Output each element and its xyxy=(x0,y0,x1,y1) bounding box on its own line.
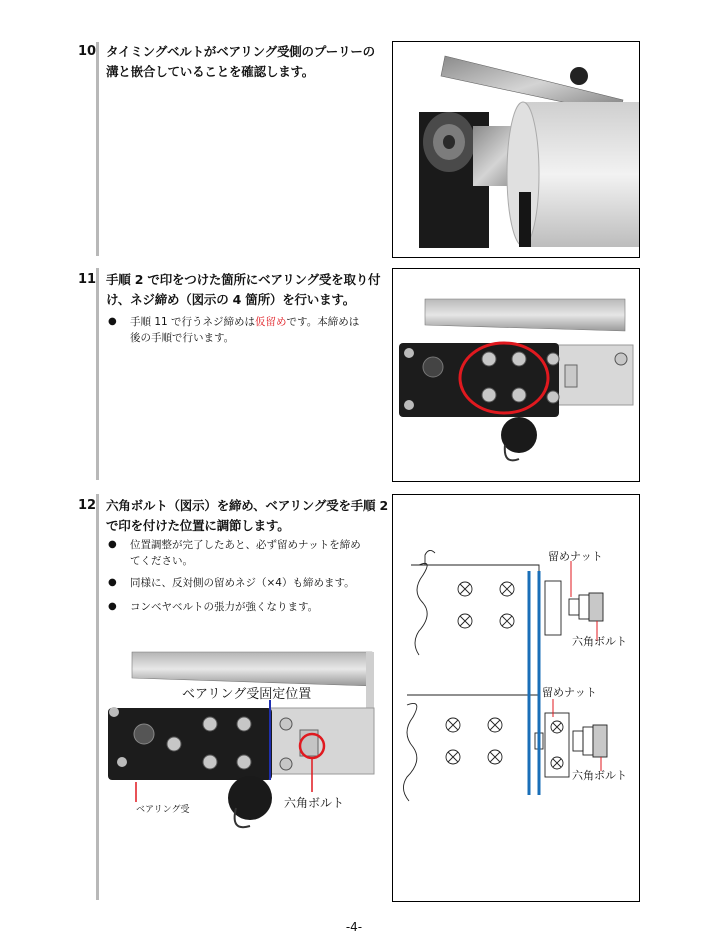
step-10-photo xyxy=(392,41,640,258)
position-label: ベアリング受固定位置 xyxy=(182,687,312,702)
step-12-bullet-2 xyxy=(108,575,406,591)
step-10-heading xyxy=(106,42,375,82)
step-12-bullet-1 xyxy=(108,537,406,569)
step-12-bullet-3 xyxy=(108,599,406,615)
step-12-photo xyxy=(104,646,378,846)
step-10-heading-line1: タイミングベルトがベアリング受側のプーリーの xyxy=(106,44,375,59)
step-11-number: 11 xyxy=(78,272,97,287)
step-12-bullet-3-line1: ● コンベヤベルトの張力が強くなります。 xyxy=(130,601,319,613)
step-11-bullet-1-line2: 後の手順で行います。 xyxy=(130,332,235,344)
step-10-heading-line2: 溝と嵌合していることを確認します。 xyxy=(106,64,315,79)
upper-screws xyxy=(458,582,514,628)
step-12-heading-line2: で印を付けた位置に調節します。 xyxy=(106,518,290,533)
lower-screws xyxy=(446,718,502,764)
step-11-bullet-1-pre: 手順 11 で行うネジ締めは xyxy=(130,316,256,328)
step-11-bullet-1 xyxy=(108,314,406,346)
diagram-nut-label-bottom: 留めナット xyxy=(542,686,597,699)
diagram-bolt-label-bottom: 六角ボルト xyxy=(572,769,627,782)
diagram-bolt-label-top: 六角ボルト xyxy=(572,635,627,648)
step-11-heading-line2: け、ネジ締め（図示の 4 箇所）を行います。 xyxy=(106,292,356,307)
step-12-heading-line1: 六角ボルト（図示）を締め、ベアリング受を手順 2 xyxy=(106,498,389,513)
step-12-number: 12 xyxy=(78,498,97,513)
bearing-adjust-photo-illustration xyxy=(104,646,378,846)
step-12-bullet-1-line2: てください。 xyxy=(130,555,193,567)
step-12-bullet-2-line1: ● 同様に、反対側の留めネジ（×4）も締めます。 xyxy=(130,577,355,589)
step-11-bullet-1-post: です。本締めは xyxy=(286,316,360,328)
step-12-bullet-1-line1: ● 位置調整が完了したあと、必ず留めナットを締め xyxy=(130,539,361,551)
step-11-bar xyxy=(96,268,99,480)
step-11-heading xyxy=(106,270,380,310)
step-10-bar xyxy=(96,42,99,256)
step-10-number: 10 xyxy=(78,44,97,59)
step-11-photo xyxy=(392,268,640,482)
page-number: -4- xyxy=(345,920,363,934)
step-12-bar xyxy=(96,494,99,900)
step-12-heading xyxy=(106,496,388,536)
bearing-label: ベアリング受 xyxy=(136,805,190,815)
step-11-bullet-1-highlight: 仮留め xyxy=(255,316,287,328)
hex-bolt-photo-label: 六角ボルト xyxy=(284,796,345,810)
bearing-screws-photo-illustration xyxy=(393,269,639,481)
step-11-heading-line1: 手順 2 で印をつけた箇所にベアリング受を取り付 xyxy=(106,272,381,287)
pulley-photo-illustration xyxy=(393,42,639,257)
diagram-nut-label-top: 留めナット xyxy=(548,550,603,563)
step-12-diagram xyxy=(392,494,640,902)
